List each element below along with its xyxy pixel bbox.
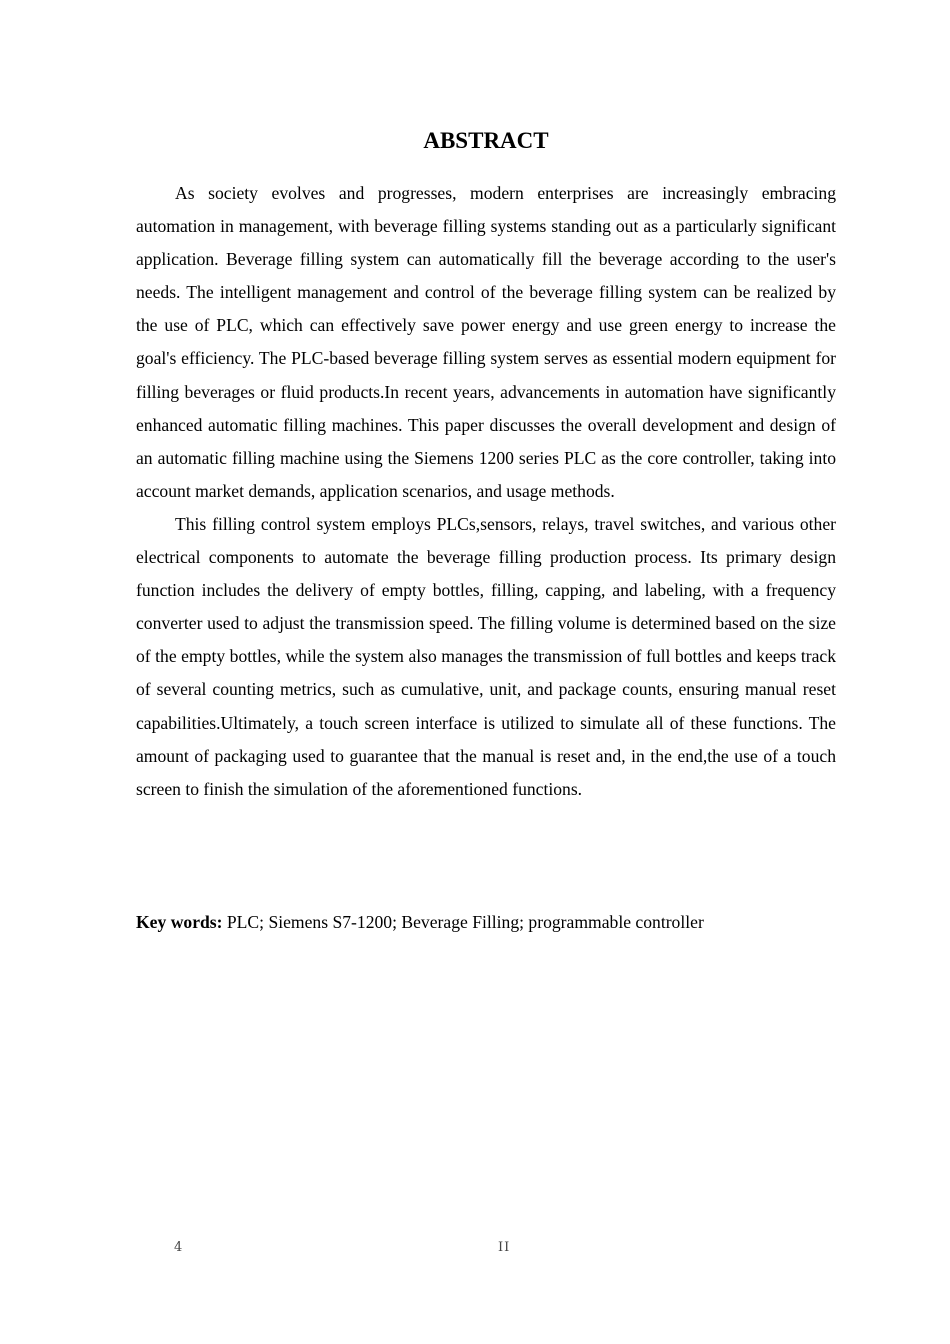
keywords-label: Key words: <box>136 912 223 932</box>
keywords-line <box>136 906 836 939</box>
abstract-paragraph-2: This filling control system employs PLCs,sensors, relays, travel switches, and various other electrical components to automate the beverage filling production process. Its primary design function includes the delivery of empty bottles, filling, capping, and labeling, with a frequency converter used to adjust the transmission speed. The filling volume is determined based on the size of the empty bottles, while the system also manages the transmission of full bottles and keeps track of several counting metrics, such as cumulative, unit, and package counts, ensuring manual reset capabilities.Ultimately, a touch screen interface is utilized to simulate all of these functions. The amount of packaging used to guarantee that the manual is reset and, in the end,the use of a touch screen to finish the simulation of the aforementioned functions. <box>136 513 836 799</box>
keywords-value: PLC; Siemens S7-1200; Beverage Filling; programmable controller <box>222 912 704 932</box>
abstract-body <box>136 177 836 806</box>
abstract-paragraph-1: As society evolves and progresses, modern enterprises are increasingly embracing automation in management, with beverage filling systems standing out as a particularly significant application. Beverage filling system can automatically fill the beverage according to the user's needs. The intelligent management and control of the beverage filling system can be realized by the use of PLC, which can effectively save power energy and use green energy to increase the goal's efficiency. The PLC-based beverage filling system serves as essential modern equipment for filling beverages or fluid products.In recent years, advancements in automation have significantly enhanced automatic filling machines. This paper discusses the overall development and design of an automatic filling machine using the Siemens 1200 series PLC as the core controller, taking into account market demands, application scenarios, and usage methods. <box>136 183 836 501</box>
abstract-title: ABSTRACT <box>423 128 549 153</box>
footer-left-number: 4 <box>174 1240 183 1255</box>
footer-page-number: II <box>498 1240 511 1255</box>
